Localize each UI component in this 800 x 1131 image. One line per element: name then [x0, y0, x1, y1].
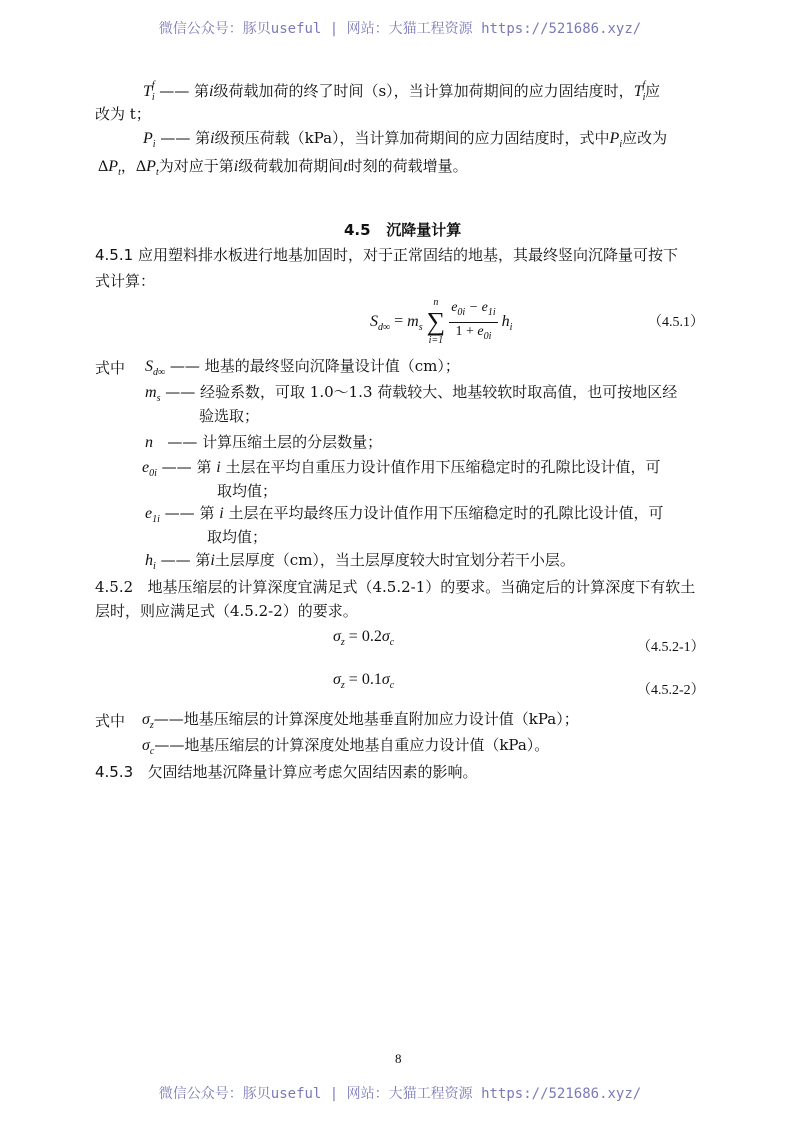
- def-p-line1: $P_i$ —— 第i级预压荷载（kPa），当计算加荷期间的应力固结度时，式中$P_i$应改为: [143, 129, 668, 150]
- def-h: $h_i$ —— 第i土层厚度（cm），当土层厚度较大时宜划分若干小层。: [145, 551, 575, 572]
- def-p-end: 应改为: [622, 129, 668, 147]
- page-number: 8: [395, 1051, 402, 1066]
- def-p-line2: $\Delta P_t$，$\Delta P_t$为对应于第i级荷载加荷期间t时刻的荷载增量。: [98, 157, 468, 178]
- def-e1-line2: 取均值；: [207, 528, 268, 546]
- where-label-2: 式中: [95, 712, 126, 730]
- def-n: n —— 计算压缩土层的分层数量；: [145, 433, 383, 451]
- section-number: 4.5: [344, 221, 371, 239]
- def-tf-line2: 改为 t；: [95, 105, 151, 123]
- def-e0-line1: $e_{0i}$ —— 第 i 土层在平均自重压力设计值作用下压缩稳定时的孔隙比设计值，可: [142, 458, 661, 479]
- def-e1-line1: $e_{1i}$ —— 第 i 土层在平均最终压力设计值作用下压缩稳定时的孔隙比设计值，可: [145, 504, 664, 525]
- equation-4-5-2-1: $\sigma_z = 0.2\sigma_c$: [333, 628, 395, 648]
- clause-4-5-1-line1: 4.5.1 应用塑料排水板进行地基加固时，对于正常固结的地基，其最终竖向沉降量可按下: [95, 246, 678, 264]
- equation-number-4-5-1: （4.5.1）: [648, 315, 704, 330]
- clause-4-5-1-line2: 式计算：: [95, 272, 156, 290]
- clause-4-5-2-line2: 层时，则应满足式（4.5.2-2）的要求。: [95, 602, 358, 620]
- clause-4-5-3: 4.5.3 欠固结地基沉降量计算应考虑欠固结因素的影响。: [95, 763, 478, 781]
- def-tf-text: 级荷载加荷的终了时间（s），当计算加荷期间的应力固结度时，: [213, 82, 634, 100]
- watermark-top: 微信公众号：豚贝useful | 网站：大猫工程资源 https://521686.xyz/: [158, 21, 642, 37]
- where-label-1: 式中: [95, 359, 126, 377]
- equation-number-4-5-2-1: （4.5.2-1）: [637, 640, 705, 655]
- def-sigma-c: $\sigma_c——$地基压缩层的计算深度处地基自重应力设计值（kPa）。: [142, 736, 550, 757]
- equation-number-4-5-2-2: （4.5.2-2）: [637, 683, 705, 698]
- clause-4-5-2-line1: 4.5.2 地基压缩层的计算深度宜满足式（4.5.2-1）的要求。当确定后的计算深度下有软土: [95, 578, 696, 596]
- def-e0-line2: 取均值；: [217, 482, 278, 500]
- def-ms-line2: 验选取；: [199, 407, 260, 425]
- watermark-bottom: 微信公众号：豚贝useful | 网站：大猫工程资源 https://521686.xyz/: [158, 1086, 642, 1102]
- def-p-dash: —— 第: [160, 129, 211, 147]
- def-p-text: 级预压荷载（kPa），当计算加荷期间的应力固结度时，式中: [214, 129, 610, 147]
- def-tf-line1: $T_i^f$ —— 第i级荷载加荷的终了时间（s），当计算加荷期间的应力固结度时，$T_i^f$应: [143, 80, 661, 103]
- def-tf-end: 应: [645, 82, 661, 100]
- equation-4-5-2-2: $\sigma_z = 0.1\sigma_c$: [333, 671, 395, 691]
- def-tf-dash: —— 第: [159, 82, 210, 100]
- equation-4-5-1: $S_{d\infty} = m_s$ n ∑ i=1 $\frac{e_{0i} - e_{1i}}{1 + e_{0i}}$ $h_i$: [370, 297, 513, 346]
- def-sigma-z: $\sigma_z——$地基压缩层的计算深度处地基垂直附加应力设计值（kPa）；: [142, 710, 579, 731]
- section-heading: [344, 219, 461, 240]
- section-title: 沉降量计算: [386, 221, 462, 239]
- def-ms-line1: $m_s$ —— 经验系数，可取 1.0～1.3 荷载较大、地基较软时取高值，也可按地区经: [145, 383, 678, 404]
- symbol-t-i-f: $T_i^f$: [143, 80, 155, 103]
- def-sd: $S_{d\infty}$ —— 地基的最终竖向沉降量设计值（cm）；: [145, 357, 460, 378]
